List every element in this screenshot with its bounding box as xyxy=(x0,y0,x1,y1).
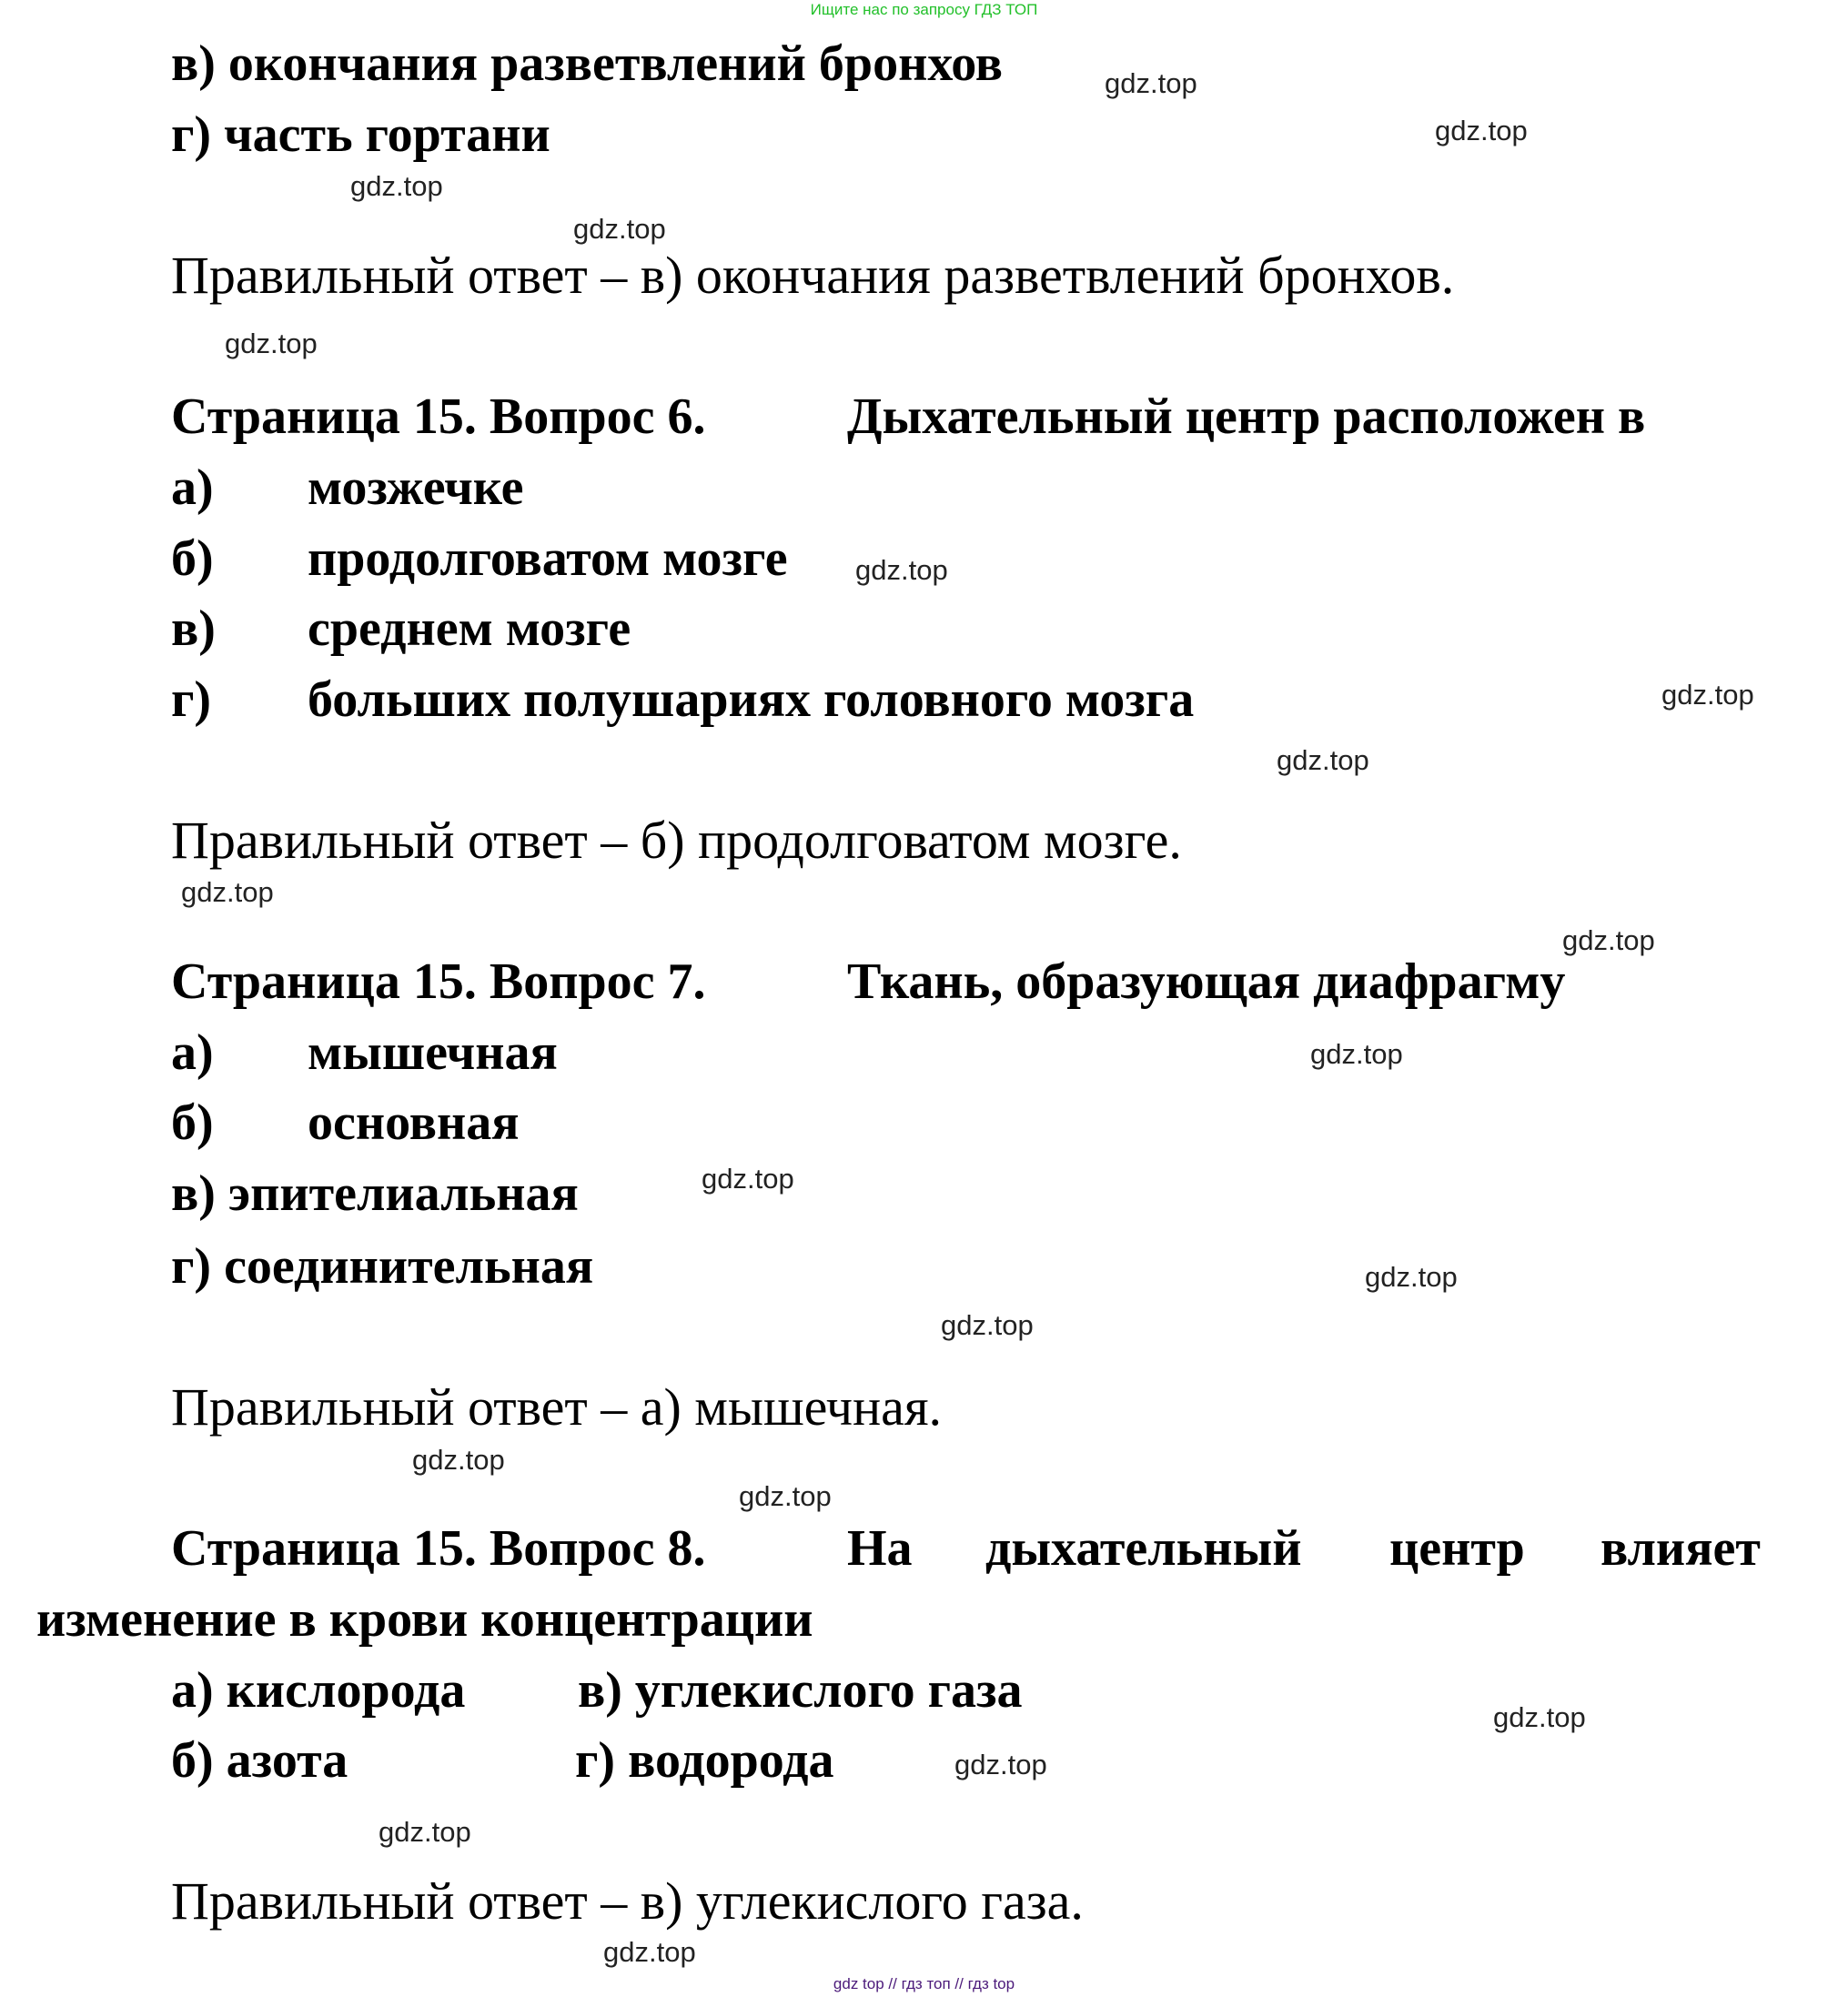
watermark: gdz.top xyxy=(603,1936,696,1968)
watermark: gdz.top xyxy=(379,1816,471,1848)
q8-option-g: г) водорода xyxy=(575,1732,834,1789)
watermark: gdz.top xyxy=(739,1480,832,1512)
q8-option-b: б) азота xyxy=(171,1732,348,1789)
watermark: gdz.top xyxy=(573,213,666,245)
watermark: gdz.top xyxy=(941,1309,1034,1341)
q7-option-letter: а) xyxy=(171,1024,214,1081)
q8-question-word: дыхательный xyxy=(985,1520,1302,1577)
footer-banner: gdz top // гдз топ // гдз top xyxy=(833,1975,1015,1992)
q8-question-word: влияет xyxy=(1601,1520,1761,1577)
watermark: gdz.top xyxy=(350,170,443,202)
q5-answer: Правильный ответ – в) окончания разветвлений бронхов. xyxy=(171,246,1455,305)
q6-option-text: мозжечке xyxy=(308,459,524,516)
q8-option-v: в) углекислого газа xyxy=(578,1662,1023,1719)
watermark: gdz.top xyxy=(1277,744,1369,776)
q7-option-letter: б) xyxy=(171,1094,214,1151)
q7-question: Ткань, образующая диафрагму xyxy=(847,953,1566,1010)
watermark: gdz.top xyxy=(1365,1261,1458,1293)
q8-question-word: центр xyxy=(1389,1520,1525,1577)
q6-option-text: больших полушариях головного мозга xyxy=(308,671,1195,728)
q5-option-v: в) окончания разветвлений бронхов xyxy=(171,35,1004,92)
watermark: gdz.top xyxy=(181,876,274,908)
watermark: gdz.top xyxy=(1562,924,1655,956)
q7-option: г) соединительная xyxy=(171,1238,594,1295)
watermark: gdz.top xyxy=(855,554,948,586)
q6-option-letter: а) xyxy=(171,459,214,516)
q8-answer: Правильный ответ – в) углекислого газа. xyxy=(171,1871,1084,1931)
q7-title: Страница 15. Вопрос 7. xyxy=(171,953,706,1010)
q6-option-letter: в) xyxy=(171,600,216,657)
watermark: gdz.top xyxy=(1435,115,1528,146)
q7-answer: Правильный ответ – а) мышечная. xyxy=(171,1377,943,1437)
watermark: gdz.top xyxy=(412,1444,505,1476)
q5-option-g: г) часть гортани xyxy=(171,106,550,163)
header-banner: Ищите нас по запросу ГДЗ ТОП xyxy=(810,1,1038,18)
q6-option-letter: г) xyxy=(171,671,212,728)
watermark: gdz.top xyxy=(702,1163,794,1195)
q7-option-text: мышечная xyxy=(308,1024,558,1081)
q6-option-text: продолговатом мозге xyxy=(308,530,788,587)
q7-option: в) эпителиальная xyxy=(171,1165,579,1222)
watermark: gdz.top xyxy=(954,1749,1047,1780)
q6-question: Дыхательный центр расположен в xyxy=(847,388,1646,445)
watermark: gdz.top xyxy=(1105,67,1197,99)
watermark: gdz.top xyxy=(1493,1701,1586,1733)
q6-answer: Правильный ответ – б) продолговатом мозге. xyxy=(171,811,1182,870)
q8-option-a: а) кислорода xyxy=(171,1662,466,1719)
q8-title: Страница 15. Вопрос 8. xyxy=(171,1520,706,1577)
watermark: gdz.top xyxy=(225,328,318,359)
watermark: gdz.top xyxy=(1310,1038,1403,1070)
q8-question-word: На xyxy=(847,1520,913,1577)
q7-option-text: основная xyxy=(308,1094,520,1151)
q6-option-letter: б) xyxy=(171,530,214,587)
q6-option-text: среднем мозге xyxy=(308,600,631,657)
q6-title: Страница 15. Вопрос 6. xyxy=(171,388,706,445)
q8-question-line2: изменение в крови концентрации xyxy=(36,1591,813,1648)
watermark: gdz.top xyxy=(1661,679,1754,711)
